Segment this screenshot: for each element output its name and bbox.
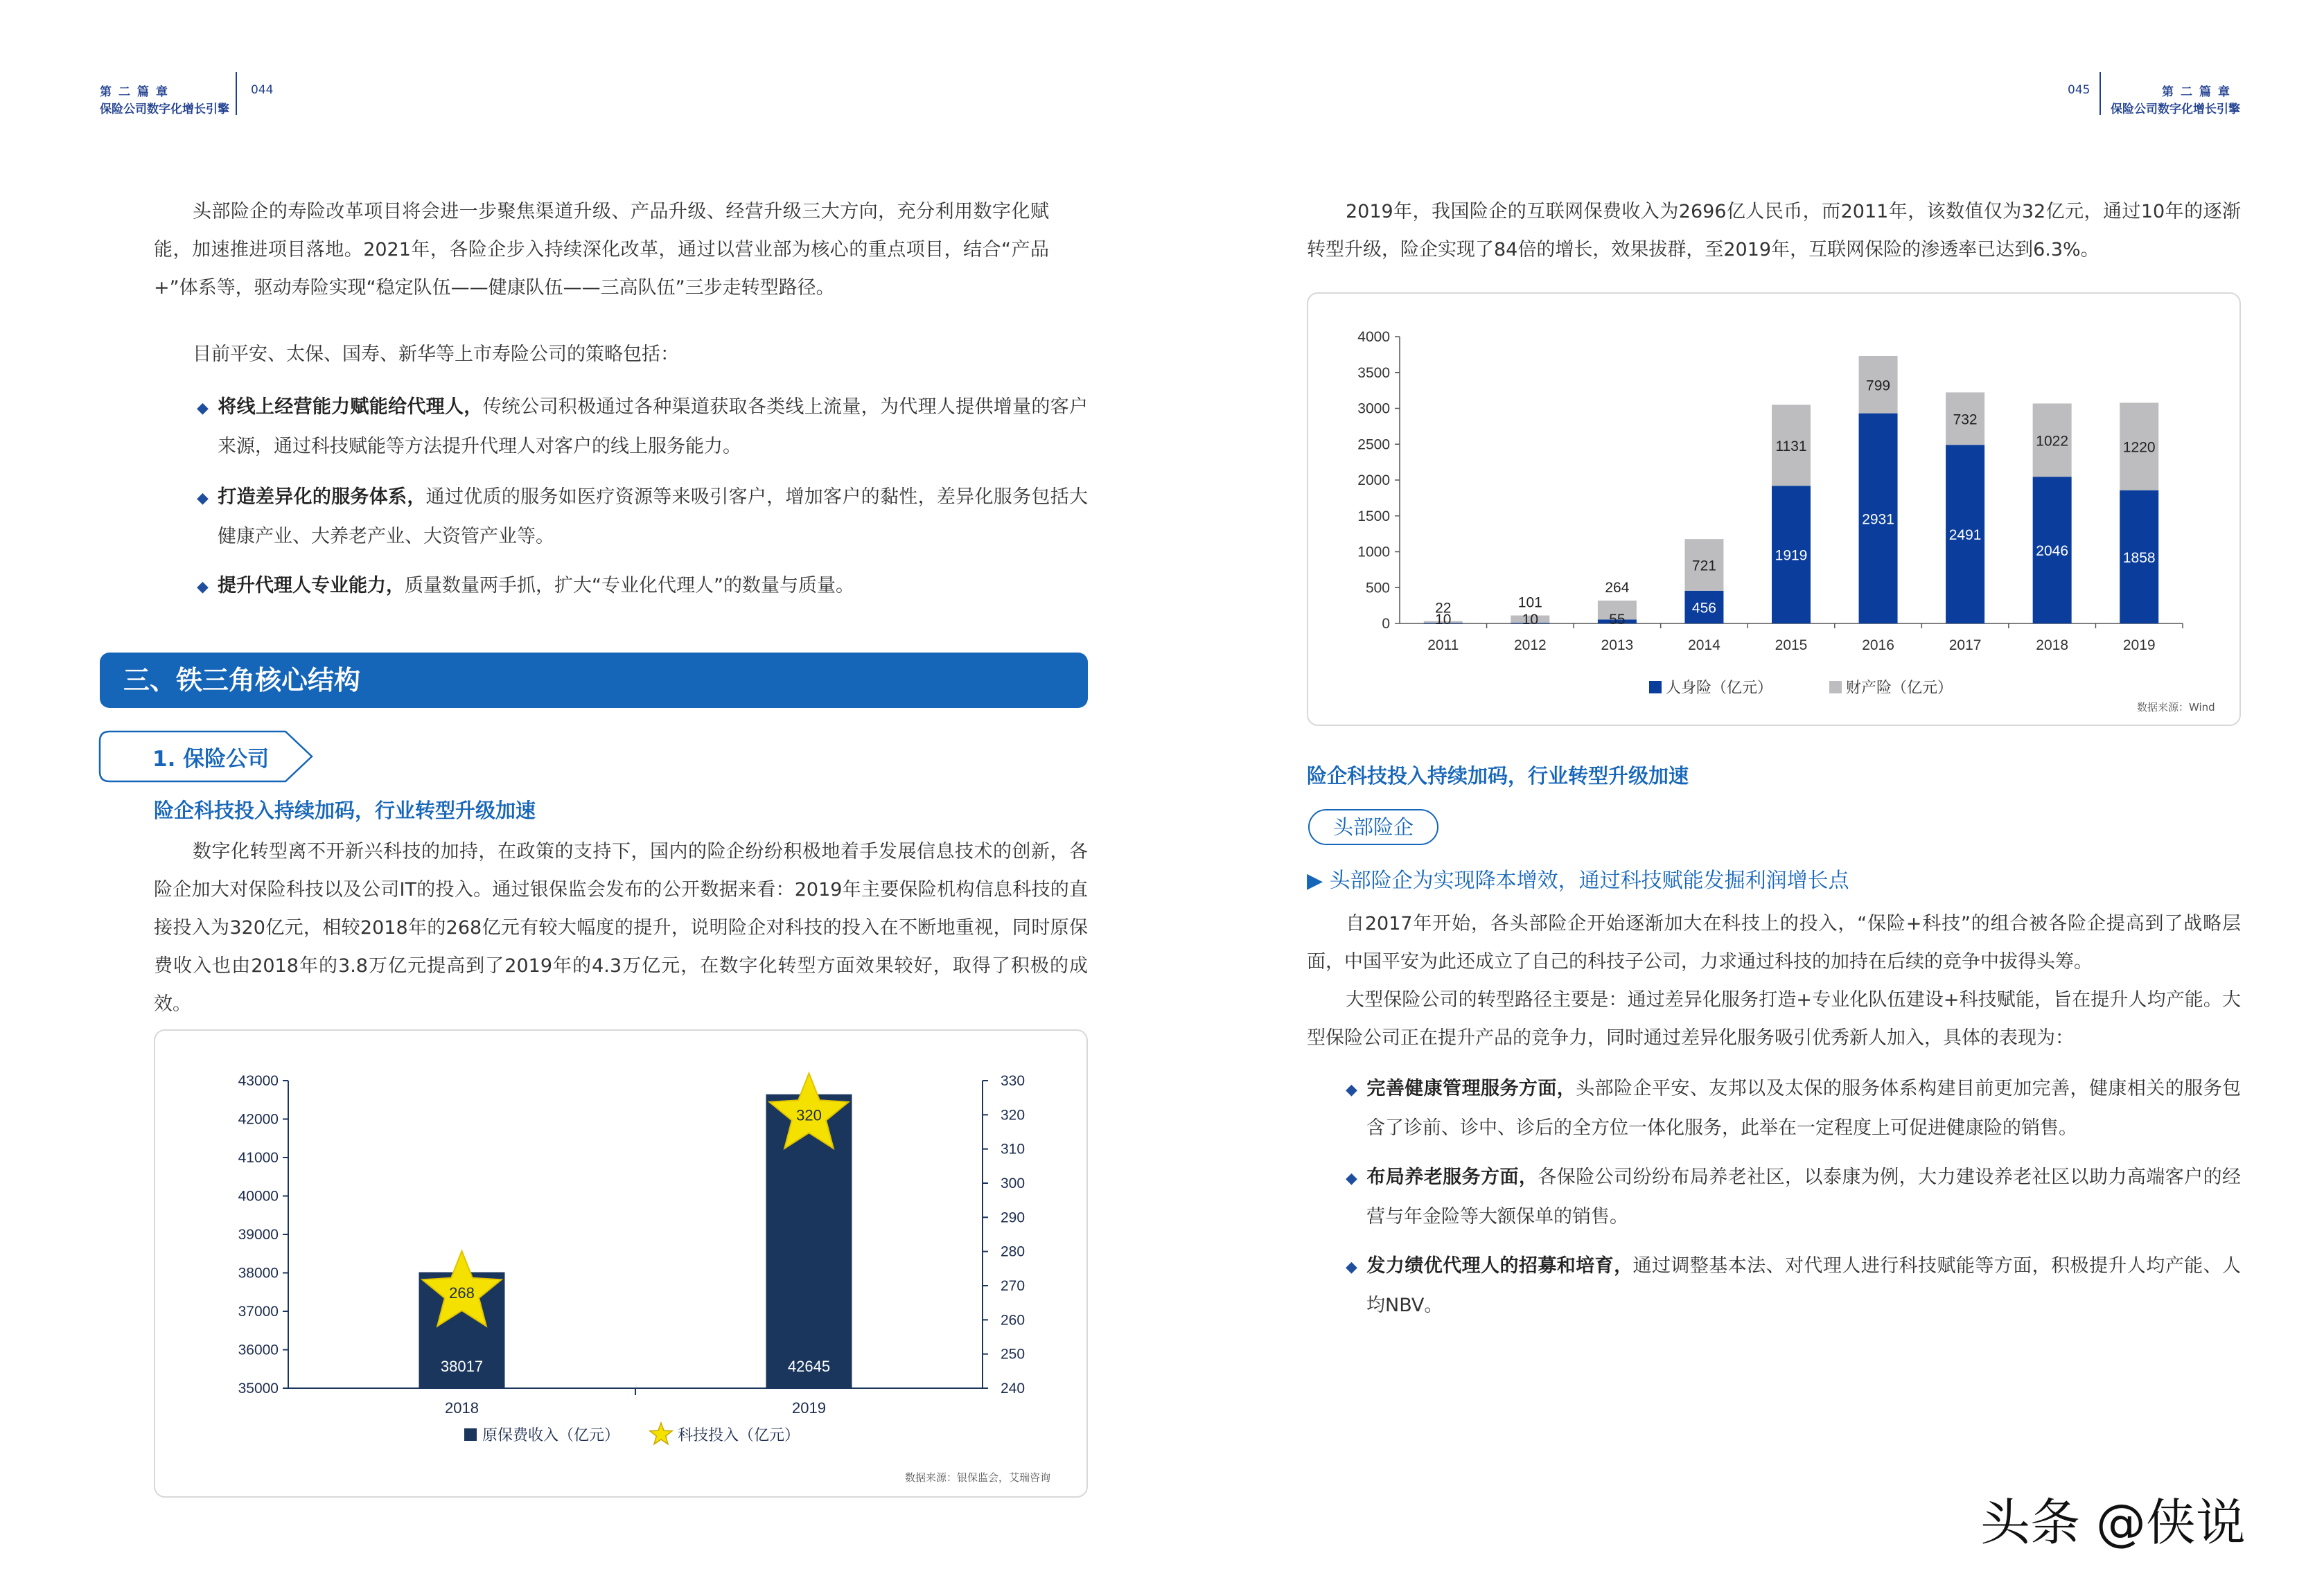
right-y-tick-label: 240	[1001, 1381, 1025, 1397]
y-tick-label: 3500	[1357, 364, 1390, 381]
left-y-tick-label: 36000	[238, 1342, 279, 1358]
bullet-text: 各保险公司纷纷布局养老社区，以泰康为例，大力建设养老社区以助力高端客户的经营与年金险等大额保单的销售。	[1366, 1167, 2242, 1227]
subsection-tab-label: 1. 保险公司	[152, 747, 270, 772]
y-tick-label: 1000	[1357, 544, 1390, 560]
right-y-tick-label: 280	[1001, 1243, 1025, 1260]
legend-swatch-property	[1829, 681, 1842, 693]
legend-label-tech: 科技投入（亿元）	[678, 1426, 800, 1444]
property-bar-label: 1220	[2122, 439, 2156, 456]
bullet-text: 通过优质的服务如医疗资源等来吸引客户，增加客户的黏性，差异化服务包括大健康产业、大养老产业、大资管产业等。	[218, 486, 1089, 547]
right-y-tick-label: 330	[1001, 1073, 1025, 1089]
life-bar-label: 55	[1609, 612, 1626, 628]
right-page-number: 045	[2068, 83, 2090, 97]
bullet-bold: 完善健康管理服务方面，	[1366, 1078, 1576, 1099]
premium-bar-label: 42645	[787, 1358, 831, 1375]
right-chart-source: 数据来源：Wind	[2137, 701, 2215, 713]
tech-star-label: 320	[796, 1106, 822, 1124]
property-bar-label: 264	[1605, 579, 1630, 596]
life-bar-label: 1919	[1775, 547, 1808, 564]
right-y-tick-label: 260	[1001, 1312, 1025, 1329]
right-y-tick-label: 320	[1001, 1107, 1025, 1124]
right-bullet-3	[1346, 1247, 2241, 1324]
tech-star-label: 268	[449, 1284, 475, 1302]
right-y-tick-label: 270	[1001, 1278, 1025, 1294]
legend-swatch-premium	[464, 1428, 477, 1441]
left-bullet-2	[197, 478, 1088, 556]
property-bar-label: 1022	[2036, 433, 2069, 450]
right-y-tick-label: 290	[1001, 1209, 1025, 1226]
legend-label-property: 财产险（亿元）	[1846, 679, 1953, 696]
diamond-icon: ◆	[1346, 1081, 1357, 1099]
bullet-bold: 提升代理人专业能力，	[218, 575, 405, 596]
left-chart-source: 数据来源：银保监会，艾瑞咨询	[905, 1471, 1051, 1484]
x-tick-label: 2018	[445, 1399, 479, 1417]
internet-premium-chart	[1307, 292, 2241, 726]
diamond-icon: ◆	[197, 490, 209, 507]
right-paragraph-a: 自2017年开始，各头部险企开始逐渐加大在科技上的投入，“保险+科技”的组合被各险企提高到了战略层面，中国平安为此还成立了自己的科技子公司，力求通过科技的加持在后续的竞争中拔得头筹。	[1307, 913, 2241, 973]
legend-label-life: 人身险（亿元）	[1666, 679, 1773, 696]
y-tick-label: 4000	[1357, 329, 1390, 345]
left-y-tick-label: 42000	[238, 1111, 279, 1128]
strategy-intro: 目前平安、太保、国寿、新华等上市寿险公司的策略包括：	[193, 344, 679, 365]
property-bar-label: 721	[1691, 558, 1716, 574]
y-tick-label: 1500	[1357, 508, 1390, 524]
left-header-chapter: 第二篇章	[100, 85, 175, 99]
property-bar-label: 732	[1953, 411, 1978, 428]
diamond-icon: ◆	[1346, 1170, 1357, 1187]
left-y-tick-label: 41000	[238, 1150, 279, 1166]
arrow-heading: ▶ 头部险企为实现降本增效，通过科技赋能发掘利润增长点	[1307, 869, 1849, 893]
y-tick-label: 0	[1382, 616, 1390, 632]
left-header-subtitle: 保险公司数字化增长引擎	[100, 103, 229, 116]
left-y-tick-label: 40000	[238, 1188, 279, 1205]
y-tick-label: 2500	[1357, 436, 1390, 453]
premium-bar-label: 38017	[440, 1358, 484, 1375]
left-y-tick-label: 43000	[238, 1073, 279, 1089]
bullet-bold: 打造差异化的服务体系，	[218, 486, 426, 508]
life-bar-label: 2491	[1948, 527, 1982, 544]
property-bar-label: 799	[1866, 378, 1891, 394]
x-tick-label: 2017	[1948, 637, 1982, 653]
x-tick-label: 2015	[1775, 637, 1808, 653]
life-bar-label: 456	[1691, 600, 1716, 617]
premium-bar	[766, 1094, 852, 1388]
life-bar-label: 1858	[2122, 549, 2156, 566]
left-bullet-3	[197, 567, 1088, 606]
right-y-tick-label: 250	[1001, 1346, 1025, 1363]
left-y-tick-label: 38000	[238, 1265, 279, 1282]
section-title-bar: 三、铁三角核心结构	[100, 653, 1088, 708]
x-tick-label: 2019	[2122, 637, 2156, 653]
x-tick-label: 2011	[1427, 637, 1459, 653]
left-header-divider	[236, 72, 237, 115]
x-tick-label: 2014	[1688, 637, 1720, 653]
premium-tech-chart	[154, 1029, 1088, 1498]
left-y-tick-label: 35000	[238, 1381, 279, 1397]
property-bar-label: 1131	[1775, 438, 1807, 454]
watermark: 头条 @侠说	[1980, 1493, 2246, 1552]
right-header-divider	[2099, 72, 2101, 115]
right-y-tick-label: 310	[1001, 1141, 1025, 1158]
x-tick-label: 2016	[1862, 637, 1894, 653]
life-bar-label: 10	[1522, 612, 1539, 628]
y-tick-label: 500	[1365, 580, 1390, 596]
right-bullet-1	[1346, 1070, 2241, 1147]
bullet-text: 通过调整基本法、对代理人进行科技赋能等方面，积极提升人均产能、人均NBV。	[1366, 1255, 2242, 1316]
left-intro-paragraph: 头部险企的寿险改革项目将会进一步聚焦渠道升级、产品升级、经营升级三大方向，充分利用数字化赋能，加速推进项目落地。2021年，各险企步入持续深化改革，通过以营业部为核心的重点项目，结合“产品+”体系等，驱动寿险实现“稳定队伍——健康队伍——三高队伍”三步走转型路径。	[154, 201, 1049, 299]
life-bar-label: 2931	[1862, 511, 1894, 528]
diamond-icon: ◆	[1346, 1259, 1357, 1276]
legend-star-icon	[650, 1423, 672, 1444]
legend-swatch-life	[1649, 681, 1662, 693]
property-bar-label: 22	[1435, 600, 1452, 617]
bullet-bold: 布局养老服务方面，	[1366, 1167, 1538, 1188]
right-bullet-2	[1346, 1158, 2241, 1236]
left-bullet-1	[197, 388, 1088, 466]
x-tick-label: 2012	[1513, 637, 1547, 653]
bullet-bold: 将线上经营能力赋能给代理人，	[218, 396, 483, 418]
right-subheading: 险企科技投入持续加码，行业转型升级加速	[1307, 764, 1689, 788]
property-bar-label: 101	[1517, 594, 1542, 611]
right-header-subtitle: 保险公司数字化增长引擎	[2111, 103, 2240, 116]
x-tick-label: 2018	[2036, 637, 2069, 653]
bullet-text: 质量数量两手抓，扩大“专业化代理人”的数量与质量。	[405, 575, 854, 596]
x-tick-label: 2013	[1601, 637, 1634, 653]
left-y-tick-label: 39000	[238, 1227, 279, 1243]
right-y-tick-label: 300	[1001, 1176, 1025, 1191]
left-y-tick-label: 37000	[238, 1304, 279, 1320]
bullet-text: 头部险企平安、友邦以及太保的服务体系构建目前更加完善，健康相关的服务包含了诊前、诊中、诊后的全方位一体化服务，此举在一定程度上可促进健康险的销售。	[1366, 1078, 2241, 1139]
life-bar-label: 2046	[2036, 543, 2069, 560]
diamond-icon: ◆	[197, 400, 209, 417]
head-insurer-pill: 头部险企	[1308, 809, 1438, 845]
legend-label-premium: 原保费收入（亿元）	[482, 1426, 620, 1444]
life-bar-label: 10	[1435, 612, 1452, 628]
y-tick-label: 2000	[1357, 472, 1390, 488]
left-page-number: 044	[251, 83, 274, 97]
right-header-chapter: 第二篇章	[2162, 85, 2237, 99]
right-intro-paragraph: 2019年，我国险企的互联网保费收入为2696亿人民币，而2011年，该数值仅为32亿元，通过10年的逐渐转型升级，险企实现了84倍的增长，效果拔群，至2019年，互联网保险的渗透率已达到6.3%。	[1307, 201, 2241, 260]
diamond-icon: ◆	[197, 578, 209, 596]
bullet-bold: 发力绩优代理人的招募和培育，	[1366, 1255, 1633, 1277]
y-tick-label: 3000	[1357, 400, 1390, 417]
x-tick-label: 2019	[792, 1399, 826, 1417]
left-paragraph-2: 数字化转型离不开新兴科技的加持，在政策的支持下，国内的险企纷纷积极地着手发展信息技术的创新，各险企加大对保险科技以及公司IT的投入。通过银保监会发布的公开数据来看：2019年主要保险机构信息科技的直接投入为320亿元，相较2018年的268亿元有较大幅度的提升，说明险企对科技的投入在不断地重视，同时原保费收入也由2018年的3.8万亿元提高到了2019年的4.3万亿元，在数字化转型方面效果较好，取得了积极的成效。	[154, 841, 1088, 1015]
right-paragraph-b: 大型保险公司的转型路径主要是：通过差异化服务打造+专业化队伍建设+科技赋能，旨在提升人均产能。大型保险公司正在提升产品的竞争力，同时通过差异化服务吸引优秀新人加入，具体的表现为：	[1307, 989, 2241, 1049]
bullet-text: 传统公司积极通过各种渠道获取各类线上流量，为代理人提供增量的客户来源，通过科技赋能等方法提升代理人对客户的线上服务能力。	[218, 396, 1089, 457]
left-subheading: 险企科技投入持续加码，行业转型升级加速	[154, 799, 536, 822]
